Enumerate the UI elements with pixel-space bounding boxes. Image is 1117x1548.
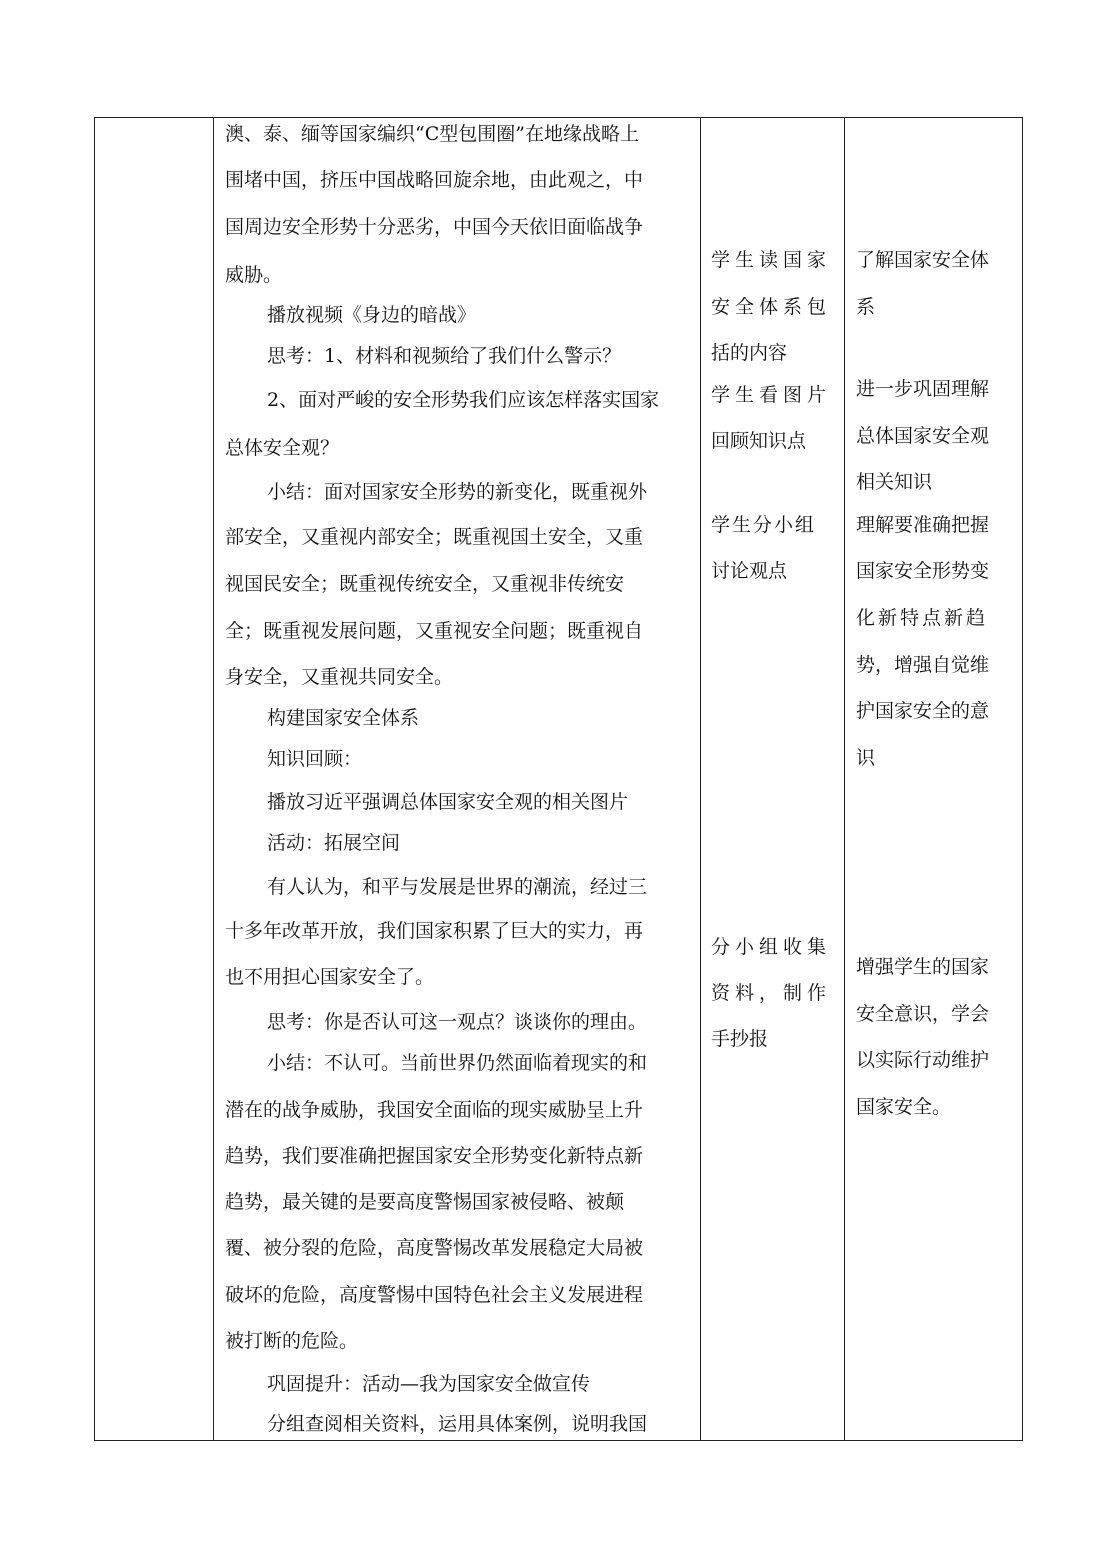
text-line: 国家安全。 — [856, 1096, 952, 1118]
text-line: 以实际行动维护 — [856, 1049, 990, 1071]
text-line: 总体安全观？ — [225, 437, 340, 459]
text-line: 学生读国家 — [711, 249, 832, 271]
text-line: 潜在的战争威胁，我国安全面临的现实威胁呈上升 — [225, 1099, 644, 1121]
text-line: 势，增强自觉维 — [856, 654, 990, 676]
text-line: 国周边安全形势十分恶劣，中国今天依旧面临战争 — [225, 216, 644, 238]
column-divider — [844, 117, 845, 1441]
text-line: 播放习近平强调总体国家安全观的相关图片 — [267, 791, 629, 813]
text-line: 小结：不认可。当前世界仍然面临着现实的和 — [267, 1052, 648, 1074]
text-line: 安全意识，学会 — [856, 1003, 990, 1025]
text-line: 趋势，我们要准确把握国家安全形势变化新特点新 — [225, 1145, 644, 1167]
text-line: 部安全，又重视内部安全；既重视国土安全，又重 — [225, 526, 644, 548]
text-line: 覆、被分裂的危险，高度警惕改革发展稳定大局被 — [225, 1237, 644, 1259]
text-line: 分小组收集 — [711, 936, 832, 958]
text-line: 安全体系包 — [711, 296, 832, 318]
text-line: 相关知识 — [856, 471, 933, 493]
text-line: 护国家安全的意 — [856, 700, 990, 722]
text-line: 增强学生的国家 — [856, 956, 990, 978]
column-divider — [213, 117, 214, 1441]
text-line: 澳、泰、缅等国家编织“C型包围圈”在地缘战略上 — [225, 123, 639, 145]
text-line: 化新特点新趋 — [856, 607, 989, 629]
text-line: 思考：1、材料和视频给了我们什么警示？ — [267, 345, 622, 367]
text-line: 也不用担心国家安全了。 — [225, 966, 435, 988]
text-line: 身安全，又重视共同安全。 — [225, 666, 454, 688]
text-line: 了解国家安全体 — [856, 249, 990, 271]
text-line: 全；既重视发展问题，又重视安全问题；既重视自 — [225, 620, 644, 642]
column-divider — [700, 117, 701, 1441]
text-line: 手抄报 — [711, 1028, 769, 1050]
text-line: 识 — [856, 747, 876, 769]
text-line: 播放视频《身边的暗战》 — [267, 304, 477, 326]
text-line: 进一步巩固理解 — [856, 378, 990, 400]
text-line: 十多年改革开放，我们国家积累了巨大的实力，再 — [225, 920, 644, 942]
text-line: 威胁。 — [225, 264, 283, 286]
text-line: 括的内容 — [711, 342, 788, 364]
text-line: 学生分小组 — [711, 514, 817, 536]
text-line: 回顾知识点 — [711, 430, 807, 452]
text-line: 理解要准确把握 — [856, 514, 990, 536]
text-line: 巩固提升：活动—我为国家安全做宣传 — [267, 1373, 591, 1395]
text-line: 破坏的危险，高度警惕中国特色社会主义发展进程 — [225, 1284, 644, 1306]
text-line: 有人认为，和平与发展是世界的潮流，经过三 — [267, 876, 648, 898]
text-line: 被打断的危险。 — [225, 1330, 359, 1352]
text-line: 学生看图片 — [711, 384, 832, 406]
text-line: 分组查阅相关资料，运用具体案例，说明我国 — [267, 1413, 648, 1435]
text-line: 活动：拓展空间 — [267, 832, 401, 854]
text-line: 知识回顾： — [267, 748, 363, 770]
text-line: 讨论观点 — [711, 560, 788, 582]
text-line: 国家安全形势变 — [856, 560, 990, 582]
text-line: 构建国家安全体系 — [267, 707, 420, 729]
text-line: 围堵中国，挤压中国战略回旋余地，由此观之，中 — [225, 169, 644, 191]
text-line: 思考：你是否认可这一观点？谈谈你的理由。 — [267, 1011, 648, 1033]
text-line: 系 — [856, 296, 876, 318]
text-line: 资料，制作 — [711, 982, 832, 1004]
text-line: 2、面对严峻的安全形势我们应该怎样落实国家 — [267, 389, 660, 411]
text-line: 小结：面对国家安全形势的新变化，既重视外 — [267, 481, 648, 503]
text-line: 总体国家安全观 — [856, 425, 990, 447]
text-line: 视国民安全；既重视传统安全，又重视非传统安 — [225, 573, 625, 595]
text-line: 趋势，最关键的是要高度警惕国家被侵略、被颠 — [225, 1191, 625, 1213]
